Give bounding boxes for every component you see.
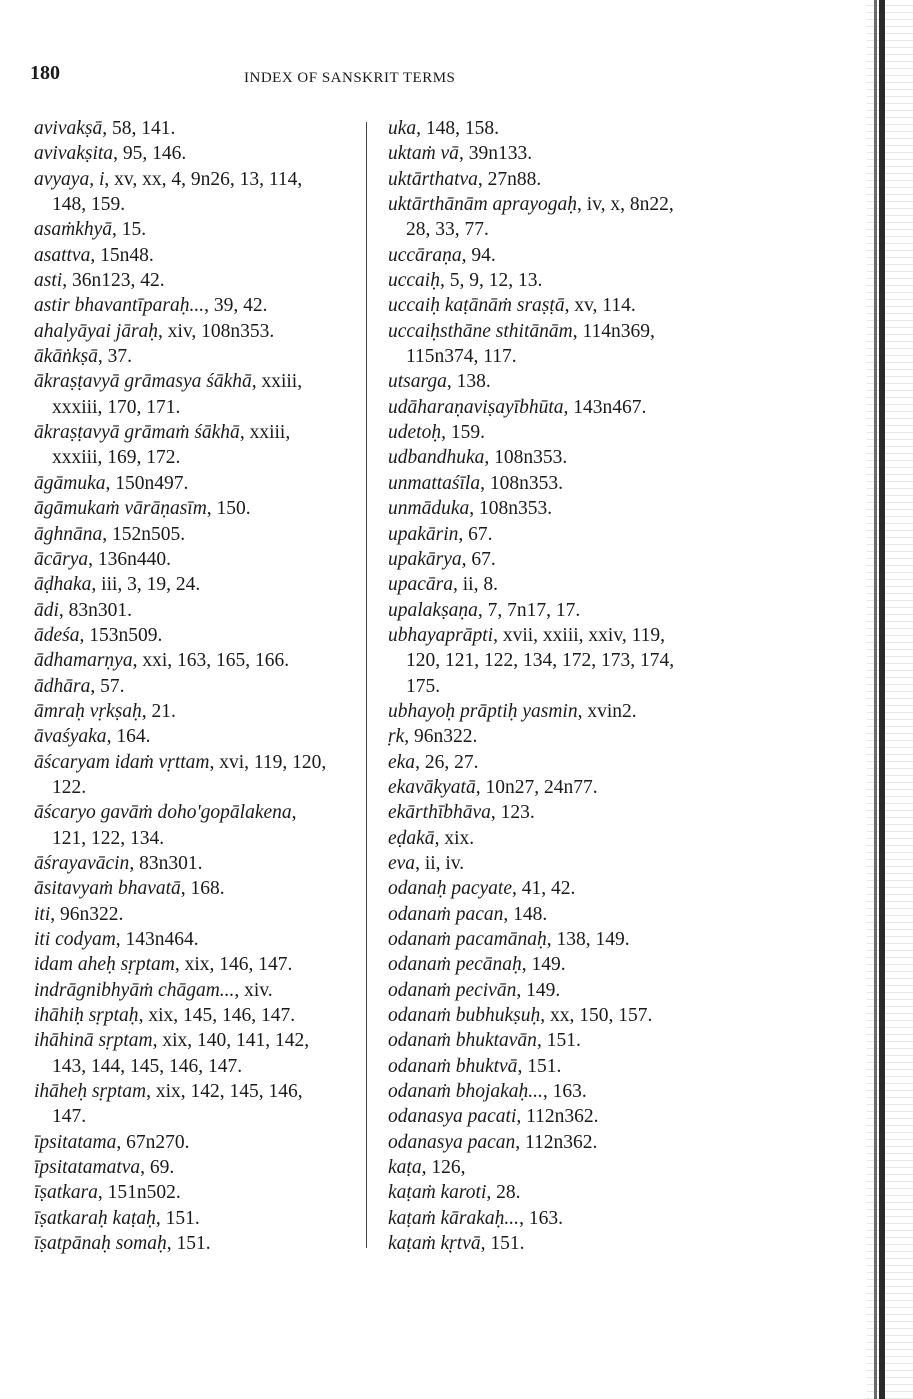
index-entry <box>388 395 723 420</box>
index-term: ādhāra <box>34 675 91 697</box>
index-refs-continued: 122. <box>52 776 87 798</box>
index-entry <box>388 268 723 293</box>
index-term: uccaiḥsthāne sthitānām <box>388 320 573 342</box>
index-term: udbandhuka <box>388 447 485 469</box>
index-entry <box>34 648 359 673</box>
index-term: utsarga <box>388 371 447 393</box>
index-refs-continued: 147. <box>52 1106 87 1128</box>
index-entry <box>34 952 359 977</box>
index-refs: , 114n369, <box>572 320 655 342</box>
index-entry <box>388 699 723 724</box>
index-refs: , 149. <box>521 954 566 976</box>
index-entry <box>388 851 723 876</box>
index-refs: , 149. <box>516 979 561 1001</box>
index-term: āḍhaka <box>34 574 92 596</box>
index-term: ādi <box>34 599 59 621</box>
index-term: ādhamarṇya <box>34 650 133 672</box>
index-term: īṣatkara <box>34 1182 98 1204</box>
index-refs: , 112n362. <box>515 1131 598 1153</box>
index-term: āścaryam idaṁ vṛttam <box>34 751 210 773</box>
index-term: avivakṣā <box>34 118 103 139</box>
index-refs: , 21. <box>141 700 176 722</box>
index-term: odanaṁ pecivān <box>388 979 517 1001</box>
index-refs: , 27n88. <box>477 168 542 190</box>
index-refs: , 108n353. <box>469 498 553 520</box>
index-entry <box>34 522 359 547</box>
index-term: īṣatkaraḥ kaṭaḥ <box>34 1207 156 1229</box>
index-term: īṣatpānaḥ somaḥ <box>34 1233 167 1255</box>
index-entry <box>388 293 723 318</box>
index-entry <box>34 293 359 318</box>
index-refs: , 28. <box>486 1182 521 1204</box>
index-term: īpsitatama <box>34 1131 117 1153</box>
index-entry <box>34 141 359 166</box>
index-term: āmraḥ vṛkṣaḥ <box>34 700 142 722</box>
index-refs: , 123. <box>490 802 535 824</box>
index-refs: , ii, 8. <box>453 574 498 596</box>
index-term: odanaṁ bubhukṣuḥ <box>388 1005 541 1027</box>
index-term: odanaṁ pecānaḥ <box>388 954 522 976</box>
index-entry <box>388 496 723 521</box>
index-entry <box>388 369 723 394</box>
index-term: unmāduka <box>388 498 470 520</box>
index-entry <box>34 572 359 597</box>
index-refs: , 138. <box>446 371 491 393</box>
index-refs: , 163. <box>542 1081 587 1103</box>
index-refs: , 41, 42. <box>512 878 576 900</box>
index-term: iti <box>34 903 51 925</box>
index-term: odanaḥ pacyate <box>388 878 513 900</box>
index-refs: , 150n497. <box>105 472 189 494</box>
index-entry <box>388 978 723 1003</box>
index-term: odanaṁ bhuktavān <box>388 1030 537 1052</box>
index-entry <box>34 724 359 749</box>
index-refs: , 159. <box>441 422 485 444</box>
index-entry <box>34 1231 359 1256</box>
index-term: ihāhinā sṛptam <box>34 1030 153 1052</box>
index-refs: , xv, 114. <box>564 295 636 317</box>
index-entry <box>34 1028 359 1079</box>
index-term: kaṭaṁ kārakaḥ... <box>388 1207 520 1229</box>
index-refs: , 151. <box>166 1233 211 1255</box>
index-term: asti <box>34 270 63 292</box>
index-refs: , iv, x, 8n22, <box>577 194 674 216</box>
index-entry <box>34 1180 359 1205</box>
index-refs: , xvi, 119, 120, <box>209 751 327 773</box>
index-refs: , 143n467. <box>563 396 647 418</box>
index-entry <box>388 876 723 901</box>
index-refs: , xvin2. <box>577 700 637 722</box>
index-term: indrāgnibhyāṁ chāgam... <box>34 979 235 1001</box>
index-entry <box>388 1028 723 1053</box>
index-term: odanasya pacati <box>388 1106 517 1128</box>
index-entry <box>34 623 359 648</box>
index-refs: , 67. <box>461 548 496 570</box>
index-refs: , 69. <box>140 1157 175 1179</box>
index-refs: , 151. <box>480 1233 525 1255</box>
index-entry <box>388 1003 723 1028</box>
index-term: āgāmuka <box>34 472 106 494</box>
index-refs-continued: 28, 33, 77. <box>406 219 489 241</box>
index-refs: , xix, 146, 147. <box>174 954 293 976</box>
index-refs: , 39n133. <box>458 143 533 165</box>
index-entry <box>388 952 723 977</box>
index-refs: , xiv, 108n353. <box>158 320 275 342</box>
index-term: ādeśa <box>34 624 80 646</box>
index-term: uccāraṇa <box>388 244 462 266</box>
index-term: ṛk <box>388 726 405 748</box>
index-refs: , 136n440. <box>88 548 172 570</box>
index-entry <box>388 775 723 800</box>
index-entry <box>388 902 723 927</box>
index-refs: , 67n270. <box>116 1131 190 1153</box>
index-entry <box>388 319 723 370</box>
index-term: uktārthatva <box>388 168 478 190</box>
index-entry <box>388 116 723 141</box>
index-term: odanaṁ pacan <box>388 903 504 925</box>
index-entry <box>388 1130 723 1155</box>
index-entry <box>34 268 359 293</box>
index-refs: , xxiii, <box>239 422 291 444</box>
page-number: 180 <box>30 62 60 84</box>
index-term: eḍakā <box>388 827 435 849</box>
index-term: astir bhavantīparaḥ... <box>34 295 205 317</box>
index-entry <box>34 699 359 724</box>
index-refs: , 36n123, 42. <box>62 270 165 292</box>
index-refs: , 138, 149. <box>546 929 630 950</box>
index-refs: , xiv. <box>234 979 273 1001</box>
index-entry <box>388 243 723 268</box>
index-term: ekavākyatā <box>388 776 476 798</box>
index-refs-continued: 143, 144, 145, 146, 147. <box>52 1055 243 1077</box>
index-entry <box>388 1180 723 1205</box>
index-term: eka <box>388 751 416 773</box>
index-refs-continued: 115n374, 117. <box>406 346 517 368</box>
index-entry <box>388 471 723 496</box>
index-term: asattva <box>34 244 91 266</box>
index-refs: , 151n502. <box>97 1182 181 1204</box>
index-term: uktaṁ vā <box>388 143 459 165</box>
index-term: unmattaśīla <box>388 472 481 494</box>
index-entry <box>34 1206 359 1231</box>
index-entry <box>34 876 359 901</box>
index-entry <box>34 243 359 268</box>
index-term: odanaṁ bhuktvā <box>388 1055 518 1077</box>
index-refs: , 126, <box>421 1157 466 1179</box>
index-term: ubhayaprāpti <box>388 624 494 646</box>
index-entry <box>388 192 723 243</box>
index-entry <box>34 674 359 699</box>
index-term: kaṭaṁ kṛtvā <box>388 1233 481 1255</box>
index-entry <box>34 598 359 623</box>
index-refs: , 15. <box>111 219 147 241</box>
index-refs-continued: xxxiii, 170, 171. <box>52 396 181 418</box>
index-refs: , 95, 146. <box>113 143 187 165</box>
index-entry <box>34 344 359 369</box>
index-term: ahalyāyai jāraḥ <box>34 320 159 342</box>
index-entry <box>34 1130 359 1155</box>
index-refs-continued: 120, 121, 122, 134, 172, 173, 174, <box>406 650 675 672</box>
index-entry <box>388 522 723 547</box>
index-entry <box>388 1206 723 1231</box>
index-refs: , 151. <box>536 1030 581 1052</box>
index-refs: , 57. <box>90 675 125 697</box>
index-entry <box>388 623 723 699</box>
index-refs: , 94. <box>461 244 496 266</box>
index-entry <box>34 1155 359 1180</box>
index-term: eva <box>388 852 416 874</box>
index-entry <box>34 1079 359 1130</box>
index-entry <box>34 851 359 876</box>
index-term: ākraṣṭavyā grāmaṁ śākhā <box>34 422 240 444</box>
index-term: ekārthībhāva <box>388 802 491 824</box>
index-refs: , 168. <box>180 878 225 900</box>
running-head: INDEX OF SANSKRIT TERMS <box>244 70 456 86</box>
index-term: avivakṣita <box>34 143 114 165</box>
index-term: asaṁkhyā <box>34 219 112 241</box>
index-refs: , 5, 9, 12, 13. <box>439 270 543 292</box>
index-term: upalakṣaṇa <box>388 599 478 621</box>
index-refs: , 152n505. <box>102 523 186 545</box>
index-term: āvaśyaka <box>34 726 107 748</box>
index-refs: , 108n353. <box>480 472 563 494</box>
index-refs: , 39, 42. <box>204 295 268 317</box>
index-entry <box>388 598 723 623</box>
index-term: āścaryo gavāṁ doho'gopālakena <box>34 802 292 824</box>
index-refs: , 83n301. <box>58 599 133 621</box>
index-term: idam aheḥ sṛptam <box>34 954 175 976</box>
index-entry <box>388 1079 723 1104</box>
index-refs: , 58, 141. <box>102 118 176 139</box>
index-entry <box>34 319 359 344</box>
index-refs: , xix, 142, 145, 146, <box>146 1081 303 1103</box>
index-entry <box>388 1054 723 1079</box>
index-entry <box>388 547 723 572</box>
index-term: odanasya pacan <box>388 1131 516 1153</box>
index-refs: , <box>291 802 297 824</box>
index-term: ākraṣṭavyā grāmasya śākhā <box>34 371 252 393</box>
index-refs: , xv, xx, 4, 9n26, 13, 114, <box>104 168 303 190</box>
index-refs: , xx, 150, 157. <box>540 1005 653 1027</box>
index-entry <box>34 902 359 927</box>
index-term: uktārthānām aprayogaḥ <box>388 194 578 216</box>
index-refs: , xix. <box>434 827 475 849</box>
index-refs: , xvii, xxiii, xxiv, 119, <box>493 624 665 646</box>
index-entry <box>34 978 359 1003</box>
index-entry <box>388 141 723 166</box>
index-term: udāharaṇaviṣayībhūta <box>388 396 564 418</box>
index-refs: , xxi, 163, 165, 166. <box>132 650 290 672</box>
index-refs-continued: 121, 122, 134. <box>52 827 165 849</box>
index-term: avyaya, i <box>34 168 105 190</box>
index-term: ihāhiḥ sṛptaḥ <box>34 1005 139 1027</box>
index-refs: , 143n464. <box>115 929 199 950</box>
index-entry <box>388 1231 723 1256</box>
index-entry <box>34 547 359 572</box>
index-entry <box>388 445 723 470</box>
index-term: ihāheḥ sṛptam <box>34 1081 147 1103</box>
index-term: uccaiḥ kaṭānāṁ sraṣṭā <box>388 295 565 317</box>
index-term: odanaṁ bhojakaḥ... <box>388 1081 543 1103</box>
index-column-right <box>388 116 723 1256</box>
index-refs: , xix, 140, 141, 142, <box>152 1030 310 1052</box>
index-refs: , 151. <box>517 1055 562 1077</box>
index-term: ācārya <box>34 548 89 570</box>
index-refs: , 10n27, 24n77. <box>475 776 598 798</box>
index-refs: , 112n362. <box>516 1106 599 1128</box>
index-refs: , 150. <box>206 498 251 520</box>
index-term: āśrayavācin <box>34 852 130 874</box>
binding-edge-dark <box>879 0 885 1399</box>
index-entry <box>34 471 359 496</box>
index-refs: , xxiii, <box>251 371 303 393</box>
index-term: uka <box>388 118 417 139</box>
index-refs: , 153n509. <box>79 624 163 646</box>
index-refs: , 148. <box>503 903 548 925</box>
index-entry <box>388 724 723 749</box>
column-divider <box>366 122 367 1248</box>
index-term: uccaiḥ <box>388 270 440 292</box>
index-term: kaṭaṁ karoti <box>388 1182 487 1204</box>
index-term: iti codyam <box>34 929 116 950</box>
index-refs: , iii, 3, 19, 24. <box>91 574 201 596</box>
index-entry <box>388 1155 723 1180</box>
index-entry <box>388 1104 723 1129</box>
index-refs: , 83n301. <box>129 852 203 874</box>
index-entry <box>388 750 723 775</box>
index-refs: , 96n322. <box>404 726 478 748</box>
index-term: īpsitatamatva <box>34 1157 141 1179</box>
index-entry <box>388 572 723 597</box>
index-term: āgāmukaṁ vārāṇasīm <box>34 498 207 520</box>
binding-edge <box>874 0 877 1399</box>
index-term: upacāra <box>388 574 453 596</box>
index-entry <box>34 1003 359 1028</box>
index-refs: , 148, 158. <box>416 118 500 139</box>
index-refs-continued: 148, 159. <box>52 194 126 216</box>
index-refs: , 108n353. <box>484 447 568 469</box>
index-entry <box>34 420 359 471</box>
index-refs: , 26, 27. <box>415 751 479 773</box>
index-entry <box>34 927 359 952</box>
index-entry <box>388 420 723 445</box>
index-entry <box>388 800 723 825</box>
index-entry <box>388 826 723 851</box>
index-term: āghnāna <box>34 523 103 545</box>
index-refs: , 163. <box>519 1207 563 1229</box>
index-refs-continued: xxxiii, 169, 172. <box>52 447 181 469</box>
index-term: ubhayoḥ prāptiḥ yasmin <box>388 700 578 722</box>
index-entry <box>388 167 723 192</box>
index-term: udetoḥ <box>388 422 442 444</box>
index-refs: , 7, 7n17, 17. <box>477 599 581 621</box>
index-entry <box>34 369 359 420</box>
index-entry <box>34 167 359 218</box>
index-entry <box>34 800 359 851</box>
index-entry <box>34 496 359 521</box>
index-refs: , 151. <box>155 1207 200 1229</box>
index-entry <box>34 750 359 801</box>
index-term: ākāṅkṣā <box>34 346 98 368</box>
index-refs: , ii, iv. <box>415 852 465 874</box>
index-refs: , 164. <box>106 726 151 748</box>
index-column-left <box>34 116 359 1256</box>
index-refs: , xix, 145, 146, 147. <box>138 1005 296 1027</box>
index-refs: , 67. <box>458 523 493 545</box>
index-refs: , 37. <box>97 346 133 368</box>
index-term: āsitavyaṁ bhavatā <box>34 878 181 900</box>
index-entry <box>34 116 359 141</box>
index-refs-continued: 175. <box>406 675 441 697</box>
index-term: upakārin <box>388 523 459 545</box>
index-entry <box>388 927 723 952</box>
index-term: odanaṁ pacamānaḥ <box>388 929 547 950</box>
index-term: kaṭa <box>388 1157 422 1179</box>
index-refs: , 15n48. <box>90 244 154 266</box>
index-entry <box>34 217 359 242</box>
index-term: upakārya <box>388 548 462 570</box>
index-refs: , 96n322. <box>50 903 124 925</box>
